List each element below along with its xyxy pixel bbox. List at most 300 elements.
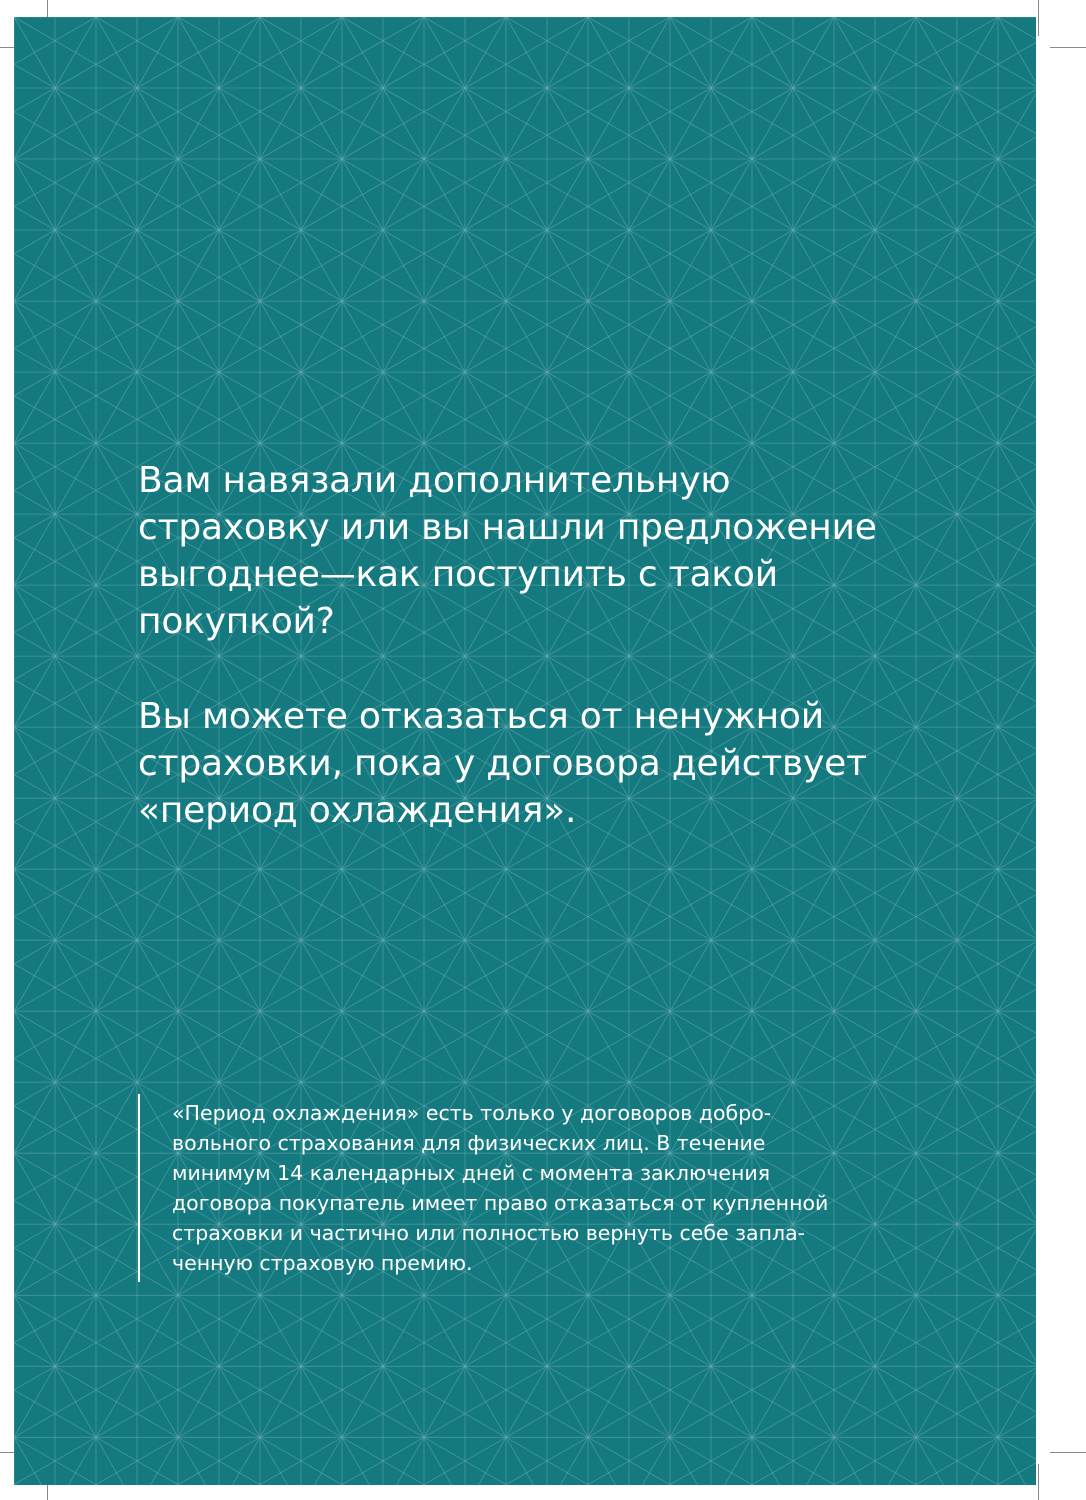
pattern-line — [219, 1437, 260, 1485]
pattern-line — [752, 940, 875, 1011]
pattern-line — [301, 1437, 342, 1485]
pattern-line — [957, 230, 1036, 301]
pattern-line — [55, 869, 178, 940]
pattern-line — [834, 1437, 957, 1485]
pattern-line — [834, 940, 957, 1011]
pattern-line — [14, 372, 55, 443]
pattern-line — [14, 1366, 137, 1437]
pattern-line — [834, 940, 875, 1011]
pattern-line — [793, 1437, 916, 1485]
pattern-line — [260, 372, 383, 443]
pattern-line — [14, 1224, 55, 1295]
pattern-line — [424, 1437, 465, 1485]
pattern-line — [55, 1437, 96, 1485]
pattern-line — [301, 869, 342, 940]
pattern-line — [793, 17, 834, 88]
pattern-line — [14, 798, 137, 869]
cooling-period-note — [138, 1094, 898, 1282]
pattern-line — [957, 443, 998, 514]
pattern-line — [506, 88, 629, 159]
pattern-line — [875, 585, 998, 656]
pattern-line — [793, 159, 834, 230]
pattern-line — [96, 1082, 137, 1153]
pattern-line — [670, 1437, 711, 1485]
pattern-line — [178, 230, 219, 301]
pattern-line — [55, 1295, 96, 1366]
pattern-line — [424, 1366, 465, 1437]
pattern-line — [465, 869, 506, 940]
pattern-line — [96, 1366, 219, 1437]
pattern-line — [547, 159, 588, 230]
pattern-line — [301, 869, 424, 940]
pattern-line — [670, 1366, 793, 1437]
pattern-line — [629, 301, 670, 372]
pattern-line — [301, 159, 342, 230]
pattern-line — [178, 940, 219, 1011]
pattern-line — [916, 1366, 957, 1437]
pattern-line — [137, 1295, 178, 1366]
pattern-line — [55, 17, 178, 88]
pattern-line — [793, 1011, 834, 1082]
note-line: страховки и частично или полностью вернуть себе запла- — [172, 1221, 806, 1245]
question-line: Вам навязали дополнительную — [138, 460, 731, 501]
pattern-line — [219, 1295, 342, 1366]
pattern-line — [342, 230, 383, 301]
pattern-line — [383, 1437, 424, 1485]
crop-mark — [1038, 1464, 1039, 1500]
pattern-line — [875, 1011, 998, 1082]
pattern-line — [957, 940, 1036, 1011]
pattern-line — [957, 17, 998, 88]
pattern-line — [260, 1366, 383, 1437]
pattern-line — [711, 869, 834, 940]
pattern-line — [465, 1295, 506, 1366]
pattern-line — [957, 1082, 1036, 1153]
pattern-line — [178, 1437, 219, 1485]
pattern-line — [834, 372, 957, 443]
pattern-line — [260, 1437, 301, 1485]
pattern-line — [629, 1011, 752, 1082]
pattern-line — [219, 159, 342, 230]
pattern-line — [711, 159, 834, 230]
pattern-line — [465, 1437, 506, 1485]
pattern-line — [670, 940, 711, 1011]
pattern-line — [342, 372, 383, 443]
pattern-line — [629, 1295, 670, 1366]
pattern-line — [96, 372, 219, 443]
pattern-line — [506, 1366, 629, 1437]
pattern-line — [875, 869, 916, 940]
pattern-line — [424, 372, 547, 443]
pattern-line — [957, 514, 1036, 585]
pattern-line — [14, 1082, 55, 1153]
pattern-line — [793, 17, 916, 88]
pattern-line — [793, 301, 916, 372]
pattern-line — [547, 301, 588, 372]
pattern-line — [96, 1437, 137, 1485]
pattern-line — [55, 585, 96, 656]
pattern-line — [670, 372, 793, 443]
pattern-line — [506, 1437, 547, 1485]
pattern-line — [424, 88, 465, 159]
pattern-line — [752, 372, 793, 443]
pattern-line — [219, 17, 260, 88]
pattern-line — [588, 1366, 711, 1437]
pattern-line — [506, 372, 629, 443]
pattern-line — [957, 585, 998, 656]
pattern-line — [875, 443, 998, 514]
pattern-line — [547, 1295, 670, 1366]
pattern-line — [793, 159, 916, 230]
pattern-line — [957, 869, 1036, 940]
pattern-line — [96, 88, 137, 159]
pattern-line — [916, 940, 957, 1011]
pattern-line — [752, 1366, 875, 1437]
pattern-line — [834, 88, 957, 159]
pattern-line — [547, 1011, 670, 1082]
pattern-line — [957, 1295, 1036, 1366]
pattern-line — [957, 798, 1036, 869]
answer-line: страховки, пока у договора действует — [138, 743, 867, 784]
pattern-line — [670, 88, 711, 159]
question-line: выгоднее—как поступить с такой — [138, 554, 778, 595]
pattern-line — [957, 727, 998, 798]
pattern-line — [629, 17, 670, 88]
pattern-line — [629, 1437, 670, 1485]
crop-mark — [1038, 0, 1039, 36]
pattern-line — [752, 940, 793, 1011]
pattern-line — [342, 940, 383, 1011]
pattern-line — [916, 1082, 957, 1153]
pattern-line — [875, 1437, 998, 1485]
pattern-line — [506, 88, 547, 159]
pattern-line — [96, 372, 137, 443]
pattern-line — [301, 1011, 342, 1082]
pattern-line — [301, 159, 424, 230]
pattern-line — [14, 514, 55, 585]
pattern-line — [342, 1437, 465, 1485]
pattern-line — [711, 301, 752, 372]
pattern-line — [834, 1366, 875, 1437]
pattern-line — [752, 1437, 875, 1485]
pattern-line — [383, 159, 506, 230]
pattern-line — [219, 869, 342, 940]
pattern-line — [793, 301, 834, 372]
pattern-line — [547, 869, 670, 940]
pattern-line — [301, 1011, 424, 1082]
pattern-line — [137, 17, 178, 88]
pattern-line — [219, 17, 342, 88]
pattern-line — [424, 1366, 547, 1437]
pattern-line — [96, 1224, 137, 1295]
pattern-line — [793, 1295, 834, 1366]
teal-page-panel — [14, 17, 1036, 1485]
pattern-line — [711, 869, 752, 940]
pattern-line — [219, 1011, 342, 1082]
pattern-line — [465, 1295, 588, 1366]
pattern-line — [711, 17, 752, 88]
pattern-line — [506, 372, 547, 443]
pattern-line — [465, 17, 506, 88]
pattern-line — [547, 1011, 588, 1082]
pattern-line — [96, 798, 137, 869]
pattern-line — [547, 869, 588, 940]
pattern-line — [219, 159, 260, 230]
pattern-line — [342, 1437, 383, 1485]
pattern-line — [342, 1366, 465, 1437]
pattern-line — [957, 1224, 1036, 1295]
pattern-line — [96, 1366, 137, 1437]
pattern-line — [137, 1437, 178, 1485]
pattern-line — [916, 230, 957, 301]
pattern-line — [957, 1011, 1036, 1082]
pattern-line — [588, 1437, 629, 1485]
pattern-line — [14, 514, 137, 585]
pattern-line — [383, 869, 506, 940]
pattern-line — [957, 1437, 998, 1485]
pattern-line — [96, 656, 137, 727]
pattern-line — [670, 230, 793, 301]
pattern-line — [137, 301, 260, 372]
pattern-line — [875, 869, 998, 940]
pattern-line — [588, 230, 711, 301]
pattern-line — [55, 1153, 96, 1224]
pattern-line — [875, 159, 916, 230]
pattern-line — [178, 88, 219, 159]
pattern-line — [793, 1011, 916, 1082]
pattern-line — [96, 88, 219, 159]
pattern-line — [670, 940, 793, 1011]
pattern-line — [711, 301, 834, 372]
pattern-line — [383, 17, 424, 88]
pattern-line — [711, 1295, 752, 1366]
pattern-line — [178, 940, 301, 1011]
pattern-line — [998, 1437, 1036, 1485]
pattern-line — [342, 372, 465, 443]
pattern-line — [547, 17, 670, 88]
pattern-line — [424, 940, 465, 1011]
pattern-line — [793, 1437, 834, 1485]
pattern-line — [383, 159, 424, 230]
pattern-line — [342, 88, 465, 159]
pattern-line — [957, 372, 1036, 443]
pattern-line — [875, 585, 916, 656]
pattern-line — [875, 159, 998, 230]
crop-mark — [1050, 47, 1086, 48]
pattern-line — [916, 798, 957, 869]
pattern-line — [547, 301, 670, 372]
pattern-line — [629, 869, 670, 940]
pattern-line — [711, 17, 834, 88]
pattern-line — [588, 372, 629, 443]
pattern-line — [55, 869, 96, 940]
pattern-line — [875, 17, 916, 88]
pattern-line — [301, 1295, 424, 1366]
pattern-line — [547, 159, 670, 230]
pattern-line — [588, 1437, 711, 1485]
pattern-line — [260, 230, 383, 301]
pattern-line — [178, 1366, 219, 1437]
pattern-line — [14, 1437, 137, 1485]
pattern-line — [260, 88, 383, 159]
pattern-line — [957, 869, 998, 940]
pattern-line — [875, 301, 916, 372]
pattern-line — [506, 1366, 547, 1437]
pattern-line — [711, 1011, 834, 1082]
pattern-line — [834, 230, 957, 301]
pattern-line — [137, 301, 178, 372]
pattern-line — [424, 88, 547, 159]
pattern-line — [916, 1437, 1036, 1485]
pattern-line — [219, 301, 260, 372]
pattern-line — [55, 727, 96, 798]
pattern-line — [178, 230, 301, 301]
pattern-line — [14, 940, 137, 1011]
question-line: покупкой? — [138, 601, 335, 642]
pattern-line — [711, 159, 752, 230]
pattern-line — [957, 656, 1036, 727]
pattern-line — [916, 88, 957, 159]
pattern-line — [14, 230, 55, 301]
pattern-line — [465, 869, 588, 940]
pattern-line — [137, 869, 260, 940]
pattern-line — [14, 940, 55, 1011]
pattern-line — [219, 301, 342, 372]
pattern-line — [506, 230, 629, 301]
pattern-line — [588, 940, 629, 1011]
pattern-line — [260, 88, 301, 159]
pattern-line — [465, 301, 506, 372]
pattern-line — [957, 1153, 1036, 1224]
pattern-line — [465, 1011, 588, 1082]
pattern-line — [957, 1011, 998, 1082]
pattern-line — [383, 1437, 506, 1485]
pattern-line — [96, 230, 219, 301]
pattern-line — [506, 940, 629, 1011]
pattern-line — [547, 1437, 670, 1485]
pattern-line — [588, 940, 711, 1011]
pattern-line — [957, 159, 998, 230]
pattern-line — [137, 869, 178, 940]
pattern-line — [96, 940, 137, 1011]
pattern-line — [793, 869, 916, 940]
pattern-line — [301, 17, 342, 88]
pattern-line — [465, 1011, 506, 1082]
pattern-line — [752, 88, 875, 159]
pattern-line — [424, 230, 547, 301]
pattern-line — [137, 159, 260, 230]
pattern-line — [137, 1011, 178, 1082]
pattern-line — [875, 1295, 998, 1366]
pattern-line — [14, 798, 55, 869]
pattern-line — [629, 159, 670, 230]
pattern-line — [14, 88, 55, 159]
pattern-line — [547, 1295, 588, 1366]
pattern-line — [219, 1295, 260, 1366]
pattern-line — [137, 159, 178, 230]
pattern-line — [342, 230, 465, 301]
pattern-line — [711, 1437, 752, 1485]
pattern-line — [260, 230, 301, 301]
pattern-line — [629, 17, 752, 88]
pattern-line — [14, 1224, 137, 1295]
pattern-line — [670, 230, 711, 301]
answer-line: «период охлаждения». — [138, 790, 577, 831]
pattern-line — [260, 372, 301, 443]
crop-mark — [1050, 1452, 1086, 1453]
pattern-line — [875, 301, 998, 372]
pattern-line — [14, 1437, 55, 1485]
pattern-line — [629, 301, 752, 372]
pattern-line — [96, 1437, 219, 1485]
pattern-line — [219, 1011, 260, 1082]
pattern-line — [137, 1011, 260, 1082]
pattern-line — [55, 1295, 178, 1366]
pattern-line — [301, 301, 424, 372]
pattern-line — [834, 1437, 875, 1485]
pattern-line — [342, 1366, 383, 1437]
pattern-line — [547, 1437, 588, 1485]
pattern-line — [219, 869, 260, 940]
pattern-line — [506, 230, 547, 301]
pattern-line — [465, 159, 588, 230]
pattern-line — [383, 869, 424, 940]
pattern-line — [260, 940, 301, 1011]
pattern-line — [875, 1011, 916, 1082]
pattern-line — [957, 1366, 1036, 1437]
pattern-line — [875, 443, 916, 514]
pattern-line — [424, 940, 547, 1011]
note-line: договора покупатель имеет право отказаться от купленной — [172, 1191, 829, 1215]
pattern-line — [834, 230, 875, 301]
pattern-line — [916, 1437, 957, 1485]
pattern-line — [957, 88, 1036, 159]
pattern-line — [465, 1437, 588, 1485]
pattern-line — [875, 727, 916, 798]
pattern-line — [916, 514, 957, 585]
pattern-line — [670, 372, 711, 443]
pattern-line — [629, 1437, 752, 1485]
pattern-line — [383, 17, 506, 88]
pattern-line — [14, 372, 137, 443]
pattern-line — [957, 17, 1036, 88]
pattern-line — [465, 17, 588, 88]
pattern-line — [137, 17, 260, 88]
pattern-line — [383, 301, 424, 372]
pattern-line — [96, 230, 137, 301]
pattern-line — [506, 1437, 629, 1485]
pattern-line — [957, 443, 1036, 514]
pattern-line — [14, 1437, 55, 1485]
pattern-line — [834, 372, 875, 443]
pattern-line — [752, 230, 875, 301]
pattern-line — [137, 1295, 260, 1366]
pattern-line — [875, 1295, 916, 1366]
pattern-line — [137, 1437, 260, 1485]
pattern-line — [14, 1366, 55, 1437]
pattern-line — [875, 1437, 916, 1485]
pattern-line — [875, 727, 998, 798]
pattern-line — [424, 230, 465, 301]
pattern-line — [383, 1011, 424, 1082]
pattern-line — [957, 301, 1036, 372]
pattern-line — [55, 17, 96, 88]
question-heading — [138, 457, 877, 645]
pattern-line — [301, 1437, 424, 1485]
pattern-line — [383, 301, 506, 372]
pattern-line — [752, 88, 793, 159]
pattern-line — [14, 656, 137, 727]
